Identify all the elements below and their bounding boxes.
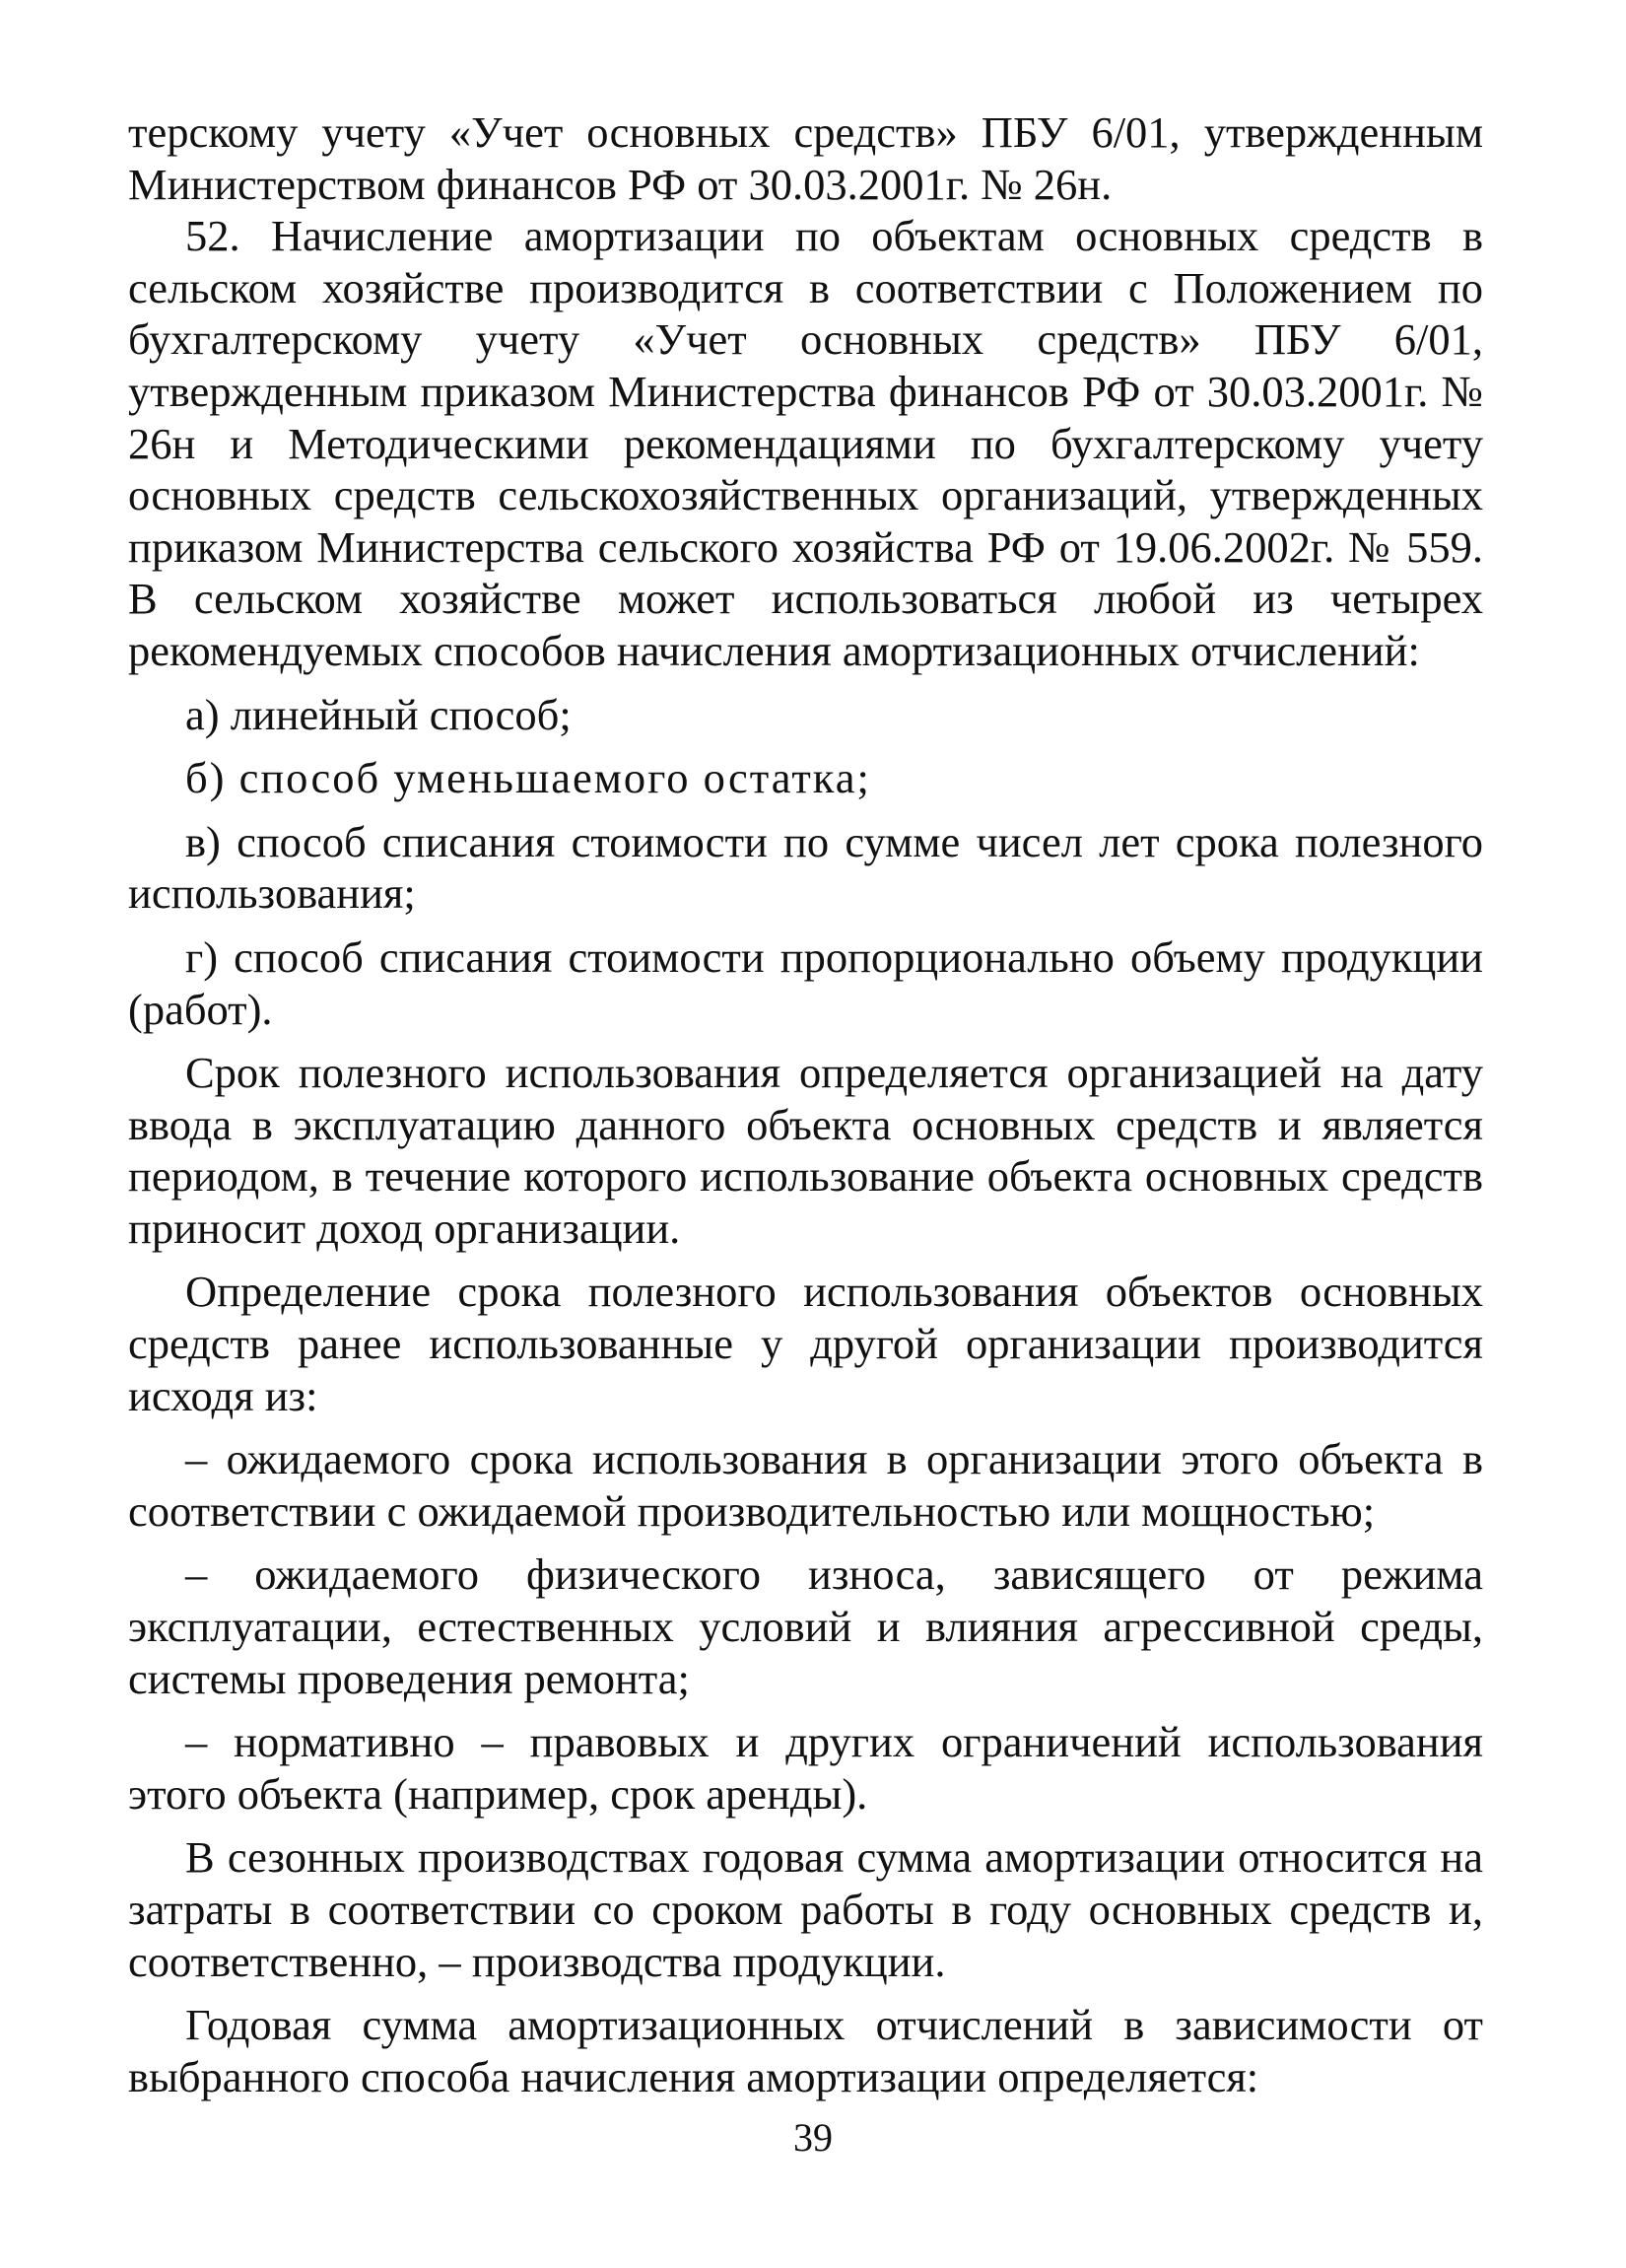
list-item-b: б) способ уменьшаемого остатка; (185, 753, 871, 803)
list-item-dash-1: – ожидаемого срока использования в организации этого объекта в соответствии с ожидаемой производительностью или мощностью; (128, 1434, 1483, 1536)
page-number: 39 (793, 2115, 833, 2160)
paragraph-determination: Определение срока полезного использования объектов основных средств ранее использованные у другой организации производится исходя из: (128, 1267, 1483, 1420)
paragraph-continuation: терскому учету «Учет основных средств» ПБУ 6/01, утвержденным Министерством финансов РФ от 30.03.2001г. № 26н. (128, 107, 1483, 209)
body-text (128, 106, 1483, 2102)
paragraph-52: 52. Начисление амортизации по объектам основных средств в сельском хозяйстве производится в соответствии с Положением по бухгалтерскому учету «Учет основных средств» ПБУ 6/01, утвержденным приказом Министерства финансов РФ от 30.03.2001г. № 26н и Методическими рекомендациями по бухгалтерскому учету основных средств сельскохозяйственных организаций, утвержденных приказом Министерства сельского хозяйства РФ от 19.06.2002г. № 559. В сельском хозяйстве может использоваться любой из четырех рекомендуемых способов начисления амортизационных отчислений: (128, 211, 1483, 675)
list-item-dash-2: – ожидаемого физического износа, зависящего от режима эксплуатации, естественных условий и влияния агрессивной среды, системы проведения ремонта; (128, 1549, 1483, 1703)
list-item-v: в) способ списания стоимости по сумме чисел лет срока полезного использования; (128, 816, 1483, 919)
list-item-a: а) линейный способ; (185, 689, 572, 739)
paragraph-annual-sum: Годовая сумма амортизационных отчислений в зависимости от выбранного способа начисления амортизации определяется: (128, 2000, 1483, 2101)
paragraph-seasonal: В сезонных производствах годовая сумма амортизации относится на затраты в соответствии со сроком работы в году основных средств и, соответственно, – производства продукции. (128, 1832, 1483, 1986)
paragraph-useful-life: Срок полезного использования определяется организацией на дату ввода в эксплуатацию данного объекта основных средств и является периодом, в течение которого использование объекта основных средств приносит доход организации. (128, 1048, 1483, 1253)
list-item-g: г) способ списания стоимости пропорционально объему продукции (работ). (128, 931, 1483, 1034)
list-item-dash-3: – нормативно – правовых и других ограничений использования этого объекта (например, срок аренды). (128, 1717, 1483, 1819)
